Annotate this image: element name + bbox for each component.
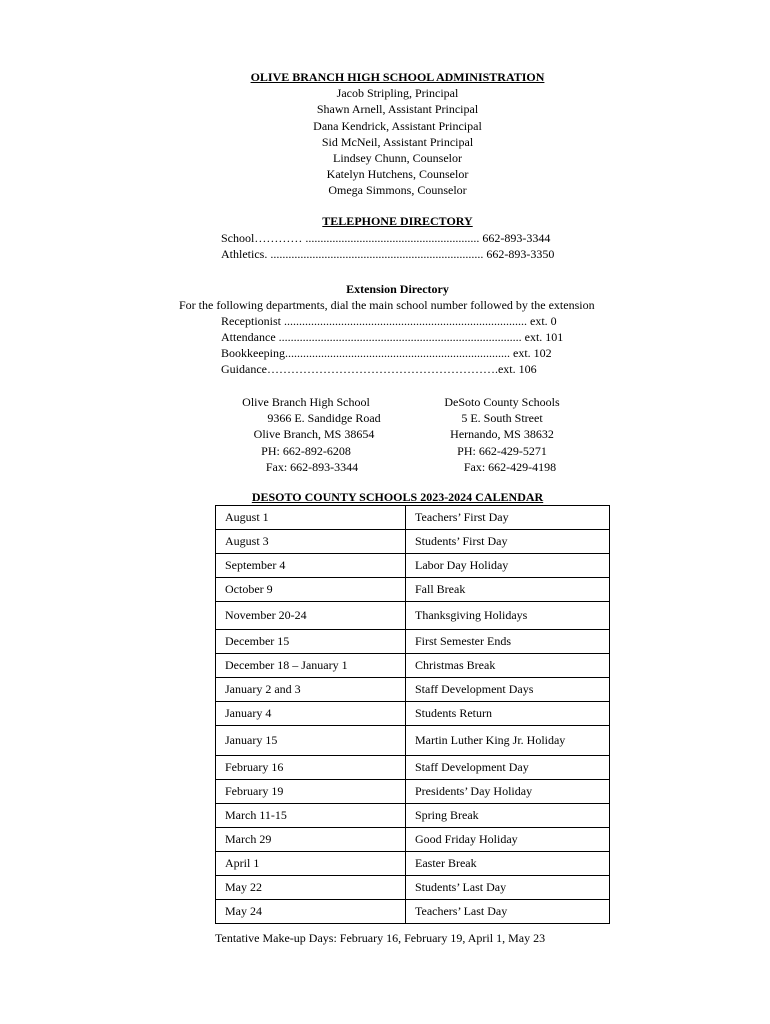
calendar-event: Staff Development Days	[406, 678, 610, 702]
table-row	[216, 578, 610, 602]
calendar-event: Spring Break	[406, 804, 610, 828]
address-line: Olive Branch, MS 38654	[253, 427, 375, 442]
calendar-title: DESOTO COUNTY SCHOOLS 2023-2024 CALENDAR	[251, 490, 544, 504]
address-line: Fax: 662-429-4198	[463, 459, 557, 474]
table-row	[216, 900, 610, 924]
staff-member: Katelyn Hutchens, Counselor	[326, 167, 469, 182]
staff-member: Shawn Arnell, Assistant Principal	[316, 102, 479, 117]
table-row	[216, 726, 610, 756]
attendance-row: Attendance ................................................................................. ext. 101	[221, 330, 564, 344]
calendar-date: December 18 – January 1	[216, 654, 406, 678]
calendar-table	[215, 505, 610, 924]
table-row	[216, 530, 610, 554]
calendar-date: February 19	[216, 780, 406, 804]
calendar-date: May 22	[216, 876, 406, 900]
bookkeeping-row: Bookkeeping........................................................................... ext. 102	[221, 346, 552, 360]
calendar-date: August 1	[216, 506, 406, 530]
calendar-event: Presidents’ Day Holiday	[406, 780, 610, 804]
staff-member: Sid McNeil, Assistant Principal	[321, 134, 474, 149]
calendar-event: Martin Luther King Jr. Holiday	[406, 726, 610, 756]
table-row	[216, 876, 610, 900]
table-row	[216, 828, 610, 852]
telephone-directory-title: TELEPHONE DIRECTORY	[322, 214, 473, 228]
address-line: DeSoto County Schools	[444, 395, 560, 409]
administration-title: OLIVE BRANCH HIGH SCHOOL ADMINISTRATION	[250, 70, 545, 84]
calendar-date: May 24	[216, 900, 406, 924]
calendar-event: Fall Break	[406, 578, 610, 602]
address-line: Fax: 662-893-3344	[265, 459, 359, 474]
calendar-event: First Semester Ends	[406, 630, 610, 654]
table-row	[216, 602, 610, 630]
address-line: PH: 662-892-6208	[261, 443, 351, 458]
table-row	[216, 804, 610, 828]
calendar-date: January 2 and 3	[216, 678, 406, 702]
table-row	[216, 756, 610, 780]
address-line: Hernando, MS 38632	[450, 427, 554, 442]
makeup-days-note: Tentative Make-up Days: February 16, February 19, April 1, May 23	[215, 931, 546, 945]
address-line: PH: 662-429-5271	[457, 443, 547, 458]
school-phone-row: School………… .......................................................... 662-893-3344	[221, 231, 551, 245]
calendar-event: Easter Break	[406, 852, 610, 876]
calendar-date: October 9	[216, 578, 406, 602]
table-row	[216, 630, 610, 654]
extension-directory-title: Extension Directory	[346, 282, 449, 296]
calendar-event: Students Return	[406, 702, 610, 726]
table-row	[216, 780, 610, 804]
table-row	[216, 852, 610, 876]
calendar-date: March 29	[216, 828, 406, 852]
staff-member: Lindsey Chunn, Counselor	[333, 151, 462, 166]
table-row	[216, 654, 610, 678]
table-row	[216, 554, 610, 578]
calendar-date: November 20-24	[216, 602, 406, 630]
calendar-event: Teachers’ Last Day	[406, 900, 610, 924]
calendar-event: Good Friday Holiday	[406, 828, 610, 852]
calendar-date: January 15	[216, 726, 406, 756]
calendar-date: August 3	[216, 530, 406, 554]
calendar-event: Staff Development Day	[406, 756, 610, 780]
calendar-date: September 4	[216, 554, 406, 578]
calendar-date: January 4	[216, 702, 406, 726]
calendar-event: Thanksgiving Holidays	[406, 602, 610, 630]
receptionist-row: Receptionist ................................................................................. ext. 0	[221, 314, 557, 328]
desoto-address	[432, 394, 572, 475]
calendar-date: March 11-15	[216, 804, 406, 828]
calendar-date: December 15	[216, 630, 406, 654]
address-line: 5 E. South Street	[461, 411, 543, 426]
calendar-event: Students’ Last Day	[406, 876, 610, 900]
calendar-date: February 16	[216, 756, 406, 780]
guidance-row: Guidance………………………………………………….ext. 106	[221, 362, 537, 376]
calendar-event: Students’ First Day	[406, 530, 610, 554]
table-row	[216, 702, 610, 726]
staff-member: Jacob Stripling, Principal	[336, 86, 459, 101]
olive-branch-address	[231, 394, 381, 475]
staff-member: Omega Simmons, Counselor	[328, 183, 467, 198]
administration-section	[0, 69, 770, 199]
athletics-phone-row: Athletics. ....................................................................... 662-893-3350	[221, 247, 555, 261]
table-row	[216, 678, 610, 702]
calendar-date: April 1	[216, 852, 406, 876]
calendar-event: Labor Day Holiday	[406, 554, 610, 578]
calendar-event: Christmas Break	[406, 654, 610, 678]
address-line: 9366 E. Sandidge Road	[267, 411, 381, 426]
staff-member: Dana Kendrick, Assistant Principal	[313, 118, 482, 133]
address-line: Olive Branch High School	[242, 395, 370, 409]
extension-intro: For the following departments, dial the main school number followed by the extension	[179, 298, 595, 312]
calendar-event: Teachers’ First Day	[406, 506, 610, 530]
table-row	[216, 506, 610, 530]
